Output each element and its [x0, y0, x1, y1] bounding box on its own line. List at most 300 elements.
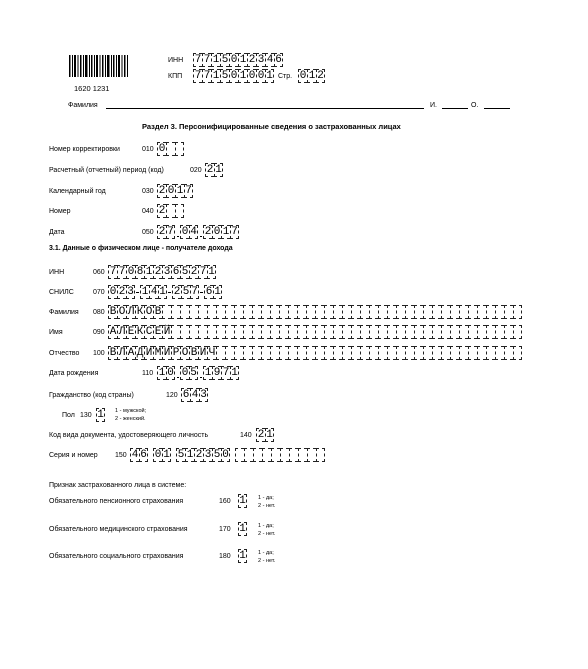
char-cell[interactable]	[486, 325, 495, 339]
header-inn-boxes[interactable]	[193, 53, 283, 67]
char-cell[interactable]: 3	[200, 389, 207, 401]
char-cell[interactable]: И	[145, 347, 153, 359]
char-cell[interactable]	[175, 204, 184, 218]
char-cell[interactable]: 0	[167, 367, 174, 379]
char-cell[interactable]: 9	[213, 367, 221, 379]
char-cell[interactable]: 8	[136, 266, 144, 278]
medical-hint-1: 1 - да;	[258, 523, 274, 529]
char-cell[interactable]	[244, 448, 253, 462]
char-cell[interactable]	[432, 346, 441, 360]
char-cell[interactable]: 7	[194, 70, 202, 82]
pension-label: Обязательного пенсионного страхования	[49, 498, 184, 505]
char-cell[interactable]	[280, 448, 289, 462]
char-cell[interactable]: 6	[182, 389, 190, 401]
char-cell[interactable]	[495, 325, 504, 339]
citizenship-boxes[interactable]	[181, 388, 208, 402]
surname-boxes[interactable]	[108, 305, 522, 319]
char-cell[interactable]	[324, 305, 333, 319]
char-cell[interactable]: В	[109, 347, 117, 359]
char-cell[interactable]: К	[136, 326, 144, 338]
char-cell[interactable]	[486, 305, 495, 319]
char-cell[interactable]: Л	[118, 347, 126, 359]
char-cell[interactable]: 2	[206, 164, 214, 176]
char-cell[interactable]	[315, 346, 324, 360]
cell-group	[238, 494, 247, 508]
char-cell[interactable]: 2	[190, 266, 198, 278]
char-cell[interactable]	[459, 305, 468, 319]
char-cell[interactable]	[271, 448, 280, 462]
char-cell[interactable]: Ч	[208, 347, 216, 359]
char-cell[interactable]: 1	[186, 449, 194, 461]
char-cell[interactable]	[225, 346, 234, 360]
char-cell[interactable]	[405, 346, 414, 360]
cell-group	[108, 325, 522, 339]
char-cell[interactable]	[306, 305, 315, 319]
char-cell[interactable]	[513, 346, 522, 360]
cell-separator	[198, 366, 203, 380]
char-cell[interactable]	[504, 346, 513, 360]
cell-group	[203, 366, 239, 380]
char-cell[interactable]	[261, 325, 270, 339]
char-cell[interactable]: 4	[190, 226, 197, 238]
char-cell[interactable]	[495, 346, 504, 360]
char-cell[interactable]: О	[145, 306, 153, 318]
char-cell[interactable]	[261, 346, 270, 360]
barcode	[68, 55, 130, 85]
char-cell[interactable]	[342, 325, 351, 339]
char-cell[interactable]	[279, 325, 288, 339]
snils-boxes[interactable]	[108, 285, 222, 299]
header-kpp-boxes[interactable]	[193, 69, 274, 83]
char-cell[interactable]	[279, 305, 288, 319]
char-cell[interactable]	[513, 325, 522, 339]
char-cell[interactable]: 6	[140, 449, 147, 461]
char-cell[interactable]	[369, 305, 378, 319]
char-cell[interactable]	[262, 448, 271, 462]
date-boxes[interactable]	[157, 225, 239, 239]
insurance-title: Признак застрахованного лица в системе:	[49, 482, 187, 489]
char-cell[interactable]	[189, 305, 198, 319]
char-cell[interactable]	[468, 305, 477, 319]
year-code: 030	[142, 188, 154, 195]
char-cell[interactable]	[423, 305, 432, 319]
char-cell[interactable]: 1	[239, 54, 247, 66]
char-cell[interactable]: 5	[213, 449, 221, 461]
char-cell[interactable]	[307, 448, 316, 462]
name-code: 090	[93, 329, 105, 336]
char-cell[interactable]: 5	[221, 54, 229, 66]
cell-group	[235, 448, 325, 462]
char-cell[interactable]	[234, 305, 243, 319]
char-cell[interactable]: 2	[248, 54, 256, 66]
char-cell[interactable]: 1	[231, 367, 238, 379]
char-cell[interactable]	[477, 325, 486, 339]
char-cell[interactable]: Р	[172, 347, 180, 359]
char-cell[interactable]: 1	[212, 54, 220, 66]
char-cell[interactable]	[477, 305, 486, 319]
char-cell[interactable]: И	[163, 347, 171, 359]
char-cell[interactable]: 1	[212, 70, 220, 82]
char-cell[interactable]	[297, 305, 306, 319]
char-cell[interactable]: 7	[203, 54, 211, 66]
char-cell[interactable]	[288, 346, 297, 360]
period-label: Расчетный (отчетный) период (код)	[49, 167, 164, 174]
char-cell[interactable]	[369, 325, 378, 339]
char-cell[interactable]: 6	[275, 54, 282, 66]
char-cell[interactable]	[351, 325, 360, 339]
char-cell[interactable]: 2	[158, 205, 166, 217]
cell-group	[130, 448, 148, 462]
char-cell[interactable]	[270, 305, 279, 319]
char-cell[interactable]	[180, 305, 189, 319]
char-cell[interactable]	[279, 346, 288, 360]
char-cell[interactable]: 0	[109, 286, 117, 298]
char-cell[interactable]: 1	[215, 164, 222, 176]
number-boxes[interactable]	[157, 204, 184, 218]
char-cell[interactable]: 4	[150, 286, 158, 298]
cell-group	[193, 69, 274, 83]
char-cell[interactable]: 0	[299, 70, 307, 82]
header-inn-label: ИНН	[168, 57, 184, 64]
char-cell[interactable]	[468, 346, 477, 360]
char-cell[interactable]	[171, 305, 180, 319]
citizenship-code: 120	[166, 392, 178, 399]
char-cell[interactable]: 3	[163, 266, 171, 278]
char-cell[interactable]	[504, 325, 513, 339]
char-cell[interactable]	[495, 305, 504, 319]
char-cell[interactable]: 1	[239, 495, 246, 507]
char-cell[interactable]	[216, 346, 225, 360]
char-cell[interactable]: В	[109, 306, 117, 318]
char-cell[interactable]	[315, 305, 324, 319]
char-cell[interactable]	[171, 325, 180, 339]
char-cell[interactable]	[396, 346, 405, 360]
char-cell[interactable]	[378, 346, 387, 360]
char-cell[interactable]	[504, 305, 513, 319]
char-cell[interactable]	[405, 325, 414, 339]
char-cell[interactable]: 1	[222, 226, 230, 238]
char-cell[interactable]: 4	[266, 54, 274, 66]
char-cell[interactable]	[234, 325, 243, 339]
char-cell[interactable]: 0	[248, 70, 256, 82]
char-cell[interactable]: 6	[172, 266, 180, 278]
char-cell[interactable]: К	[136, 306, 144, 318]
char-cell[interactable]: 2	[257, 429, 265, 441]
char-cell[interactable]: 6	[205, 286, 213, 298]
char-cell[interactable]: И	[199, 347, 207, 359]
char-cell[interactable]: О	[181, 347, 189, 359]
char-cell[interactable]: 2	[118, 286, 126, 298]
char-cell[interactable]	[252, 346, 261, 360]
char-cell[interactable]	[253, 448, 262, 462]
char-cell[interactable]	[477, 346, 486, 360]
char-cell[interactable]	[414, 305, 423, 319]
char-cell[interactable]: 0	[257, 70, 265, 82]
char-cell[interactable]: 1	[214, 286, 221, 298]
char-cell[interactable]: 1	[176, 185, 184, 197]
char-cell[interactable]	[243, 325, 252, 339]
char-cell[interactable]	[450, 305, 459, 319]
header-kpp-label: КПП	[168, 73, 183, 80]
char-cell[interactable]: 0	[158, 143, 166, 155]
char-cell[interactable]: 2	[158, 185, 166, 197]
char-cell[interactable]	[468, 325, 477, 339]
char-cell[interactable]	[270, 346, 279, 360]
char-cell[interactable]: 0	[181, 367, 189, 379]
char-cell[interactable]: А	[127, 347, 135, 359]
period-boxes[interactable]	[205, 163, 223, 177]
char-cell[interactable]	[378, 325, 387, 339]
char-cell[interactable]: 7	[185, 185, 192, 197]
char-cell[interactable]	[459, 346, 468, 360]
char-cell[interactable]: 2	[317, 70, 324, 82]
char-cell[interactable]: 7	[167, 226, 174, 238]
birthdate-boxes[interactable]	[157, 366, 239, 380]
char-cell[interactable]	[207, 305, 216, 319]
char-cell[interactable]	[288, 305, 297, 319]
char-cell[interactable]: 1	[158, 367, 166, 379]
char-cell[interactable]	[378, 305, 387, 319]
char-cell[interactable]	[360, 346, 369, 360]
cell-group	[180, 366, 198, 380]
char-cell[interactable]: 5	[221, 70, 229, 82]
char-cell[interactable]: 0	[181, 226, 189, 238]
char-cell[interactable]	[324, 325, 333, 339]
char-cell[interactable]	[162, 305, 171, 319]
doc-type-boxes[interactable]	[256, 428, 274, 442]
year-boxes[interactable]	[157, 184, 193, 198]
char-cell[interactable]	[297, 325, 306, 339]
char-cell[interactable]	[198, 325, 207, 339]
char-cell[interactable]	[414, 346, 423, 360]
char-cell[interactable]: 0	[127, 266, 135, 278]
medical-boxes[interactable]	[238, 522, 247, 536]
name-boxes[interactable]	[108, 325, 522, 339]
char-cell[interactable]	[180, 325, 189, 339]
char-cell[interactable]	[387, 305, 396, 319]
char-cell[interactable]: 1	[159, 286, 166, 298]
char-cell[interactable]	[288, 325, 297, 339]
initial-i-label: И.	[430, 102, 437, 109]
char-cell[interactable]	[235, 448, 244, 462]
char-cell[interactable]	[298, 448, 307, 462]
char-cell[interactable]: Л	[118, 326, 126, 338]
char-cell[interactable]	[198, 305, 207, 319]
char-cell[interactable]: 0	[230, 54, 238, 66]
char-cell[interactable]: 1	[266, 70, 273, 82]
char-cell[interactable]: Й	[163, 326, 171, 338]
char-cell[interactable]	[270, 325, 279, 339]
char-cell[interactable]	[360, 305, 369, 319]
char-cell[interactable]: 2	[173, 286, 181, 298]
cell-group	[157, 184, 193, 198]
char-cell[interactable]: Е	[154, 326, 162, 338]
char-cell[interactable]: 2	[204, 226, 212, 238]
char-cell[interactable]: 1	[141, 286, 149, 298]
char-cell[interactable]	[189, 325, 198, 339]
char-cell[interactable]: 1	[239, 70, 247, 82]
cell-separator	[171, 448, 176, 462]
char-cell[interactable]: 0	[167, 185, 175, 197]
char-cell[interactable]: 1	[208, 266, 215, 278]
char-cell[interactable]: 1	[239, 523, 246, 535]
char-cell[interactable]: 1	[239, 550, 246, 562]
char-cell[interactable]	[423, 346, 432, 360]
char-cell[interactable]	[441, 305, 450, 319]
char-cell[interactable]	[342, 346, 351, 360]
char-cell[interactable]	[414, 325, 423, 339]
char-cell[interactable]: Л	[127, 306, 135, 318]
char-cell[interactable]	[396, 325, 405, 339]
char-cell[interactable]: 1	[163, 449, 170, 461]
char-cell[interactable]: 1	[204, 367, 212, 379]
char-cell[interactable]: А	[109, 326, 117, 338]
char-cell[interactable]	[459, 325, 468, 339]
cell-group	[176, 448, 230, 462]
sex-boxes[interactable]	[96, 408, 105, 422]
char-cell[interactable]: В	[190, 347, 198, 359]
char-cell[interactable]: 0	[222, 449, 229, 461]
char-cell[interactable]: Д	[136, 347, 144, 359]
initial-o-line[interactable]	[484, 108, 510, 109]
char-cell[interactable]	[297, 346, 306, 360]
char-cell[interactable]: 4	[191, 389, 199, 401]
char-cell[interactable]: М	[154, 347, 162, 359]
social-boxes[interactable]	[238, 549, 247, 563]
char-cell[interactable]	[324, 346, 333, 360]
char-cell[interactable]: 1	[97, 409, 104, 421]
char-cell[interactable]	[351, 346, 360, 360]
char-cell[interactable]: 7	[203, 70, 211, 82]
char-cell[interactable]	[225, 325, 234, 339]
char-cell[interactable]	[333, 305, 342, 319]
char-cell[interactable]: 7	[118, 266, 126, 278]
char-cell[interactable]: 4	[131, 449, 139, 461]
header-page-boxes[interactable]	[298, 69, 325, 83]
char-cell[interactable]	[486, 346, 495, 360]
char-cell[interactable]	[369, 346, 378, 360]
char-cell[interactable]: 5	[182, 286, 190, 298]
surname-line[interactable]	[106, 108, 424, 109]
char-cell[interactable]: Е	[127, 326, 135, 338]
header-page-label: Стр.	[278, 73, 293, 80]
char-cell[interactable]	[360, 325, 369, 339]
person-inn-boxes[interactable]	[108, 265, 216, 279]
char-cell[interactable]	[441, 346, 450, 360]
char-cell[interactable]	[225, 305, 234, 319]
cell-group	[153, 448, 171, 462]
char-cell[interactable]	[450, 325, 459, 339]
char-cell[interactable]	[333, 325, 342, 339]
citizenship-label: Гражданство (код страны)	[49, 392, 134, 399]
char-cell[interactable]	[166, 204, 175, 218]
char-cell[interactable]: 0	[213, 226, 221, 238]
cell-group	[140, 285, 167, 299]
char-cell[interactable]: 7	[191, 286, 198, 298]
char-cell[interactable]	[234, 346, 243, 360]
char-cell[interactable]	[387, 325, 396, 339]
patronymic-boxes[interactable]	[108, 346, 522, 360]
char-cell[interactable]	[351, 305, 360, 319]
char-cell[interactable]	[243, 346, 252, 360]
char-cell[interactable]: 7	[109, 266, 117, 278]
cell-group	[157, 366, 175, 380]
char-cell[interactable]	[342, 305, 351, 319]
char-cell[interactable]	[261, 305, 270, 319]
char-cell[interactable]: 5	[190, 367, 197, 379]
cell-separator	[175, 366, 180, 380]
char-cell[interactable]: 7	[222, 367, 230, 379]
char-cell[interactable]	[423, 325, 432, 339]
char-cell[interactable]	[432, 325, 441, 339]
cell-group	[204, 285, 222, 299]
char-cell[interactable]	[252, 325, 261, 339]
char-cell[interactable]	[252, 305, 261, 319]
char-cell[interactable]: 3	[127, 286, 134, 298]
char-cell[interactable]	[306, 325, 315, 339]
char-cell[interactable]	[513, 305, 522, 319]
char-cell[interactable]	[450, 346, 459, 360]
char-cell[interactable]: 2	[195, 449, 203, 461]
char-cell[interactable]: С	[145, 326, 153, 338]
char-cell[interactable]: 3	[257, 54, 265, 66]
char-cell[interactable]	[432, 305, 441, 319]
char-cell[interactable]	[216, 305, 225, 319]
char-cell[interactable]: 5	[177, 449, 185, 461]
char-cell[interactable]: 2	[158, 226, 166, 238]
sex-code: 130	[80, 412, 92, 419]
char-cell[interactable]	[396, 305, 405, 319]
char-cell[interactable]: 7	[231, 226, 238, 238]
char-cell[interactable]	[166, 142, 175, 156]
char-cell[interactable]	[175, 142, 184, 156]
char-cell[interactable]	[387, 346, 396, 360]
char-cell[interactable]	[316, 448, 325, 462]
doc-number-boxes[interactable]	[130, 448, 325, 462]
char-cell[interactable]	[315, 325, 324, 339]
cell-separator	[175, 225, 180, 239]
char-cell[interactable]: 0	[154, 449, 162, 461]
char-cell[interactable]	[207, 325, 216, 339]
char-cell[interactable]	[243, 305, 252, 319]
initial-i-line[interactable]	[442, 108, 468, 109]
pension-boxes[interactable]	[238, 494, 247, 508]
cell-group	[172, 285, 199, 299]
char-cell[interactable]: 1	[308, 70, 316, 82]
cell-group	[157, 225, 175, 239]
char-cell[interactable]	[306, 346, 315, 360]
char-cell[interactable]: 5	[181, 266, 189, 278]
char-cell[interactable]: 7	[194, 54, 202, 66]
char-cell[interactable]	[441, 325, 450, 339]
char-cell[interactable]: О	[118, 306, 126, 318]
subsection-title: 3.1. Данные о физическом лице - получателе дохода	[49, 245, 233, 252]
char-cell[interactable]: 1	[145, 266, 153, 278]
cell-group	[108, 346, 522, 360]
char-cell[interactable]	[289, 448, 298, 462]
char-cell[interactable]	[216, 325, 225, 339]
char-cell[interactable]: 0	[230, 70, 238, 82]
char-cell[interactable]	[333, 346, 342, 360]
char-cell[interactable]: 7	[199, 266, 207, 278]
char-cell[interactable]: 1	[266, 429, 273, 441]
char-cell[interactable]	[405, 305, 414, 319]
char-cell[interactable]: В	[154, 306, 162, 318]
cell-separator	[167, 285, 172, 299]
char-cell[interactable]: 2	[154, 266, 162, 278]
correction-boxes[interactable]	[157, 142, 184, 156]
char-cell[interactable]: 3	[204, 449, 212, 461]
